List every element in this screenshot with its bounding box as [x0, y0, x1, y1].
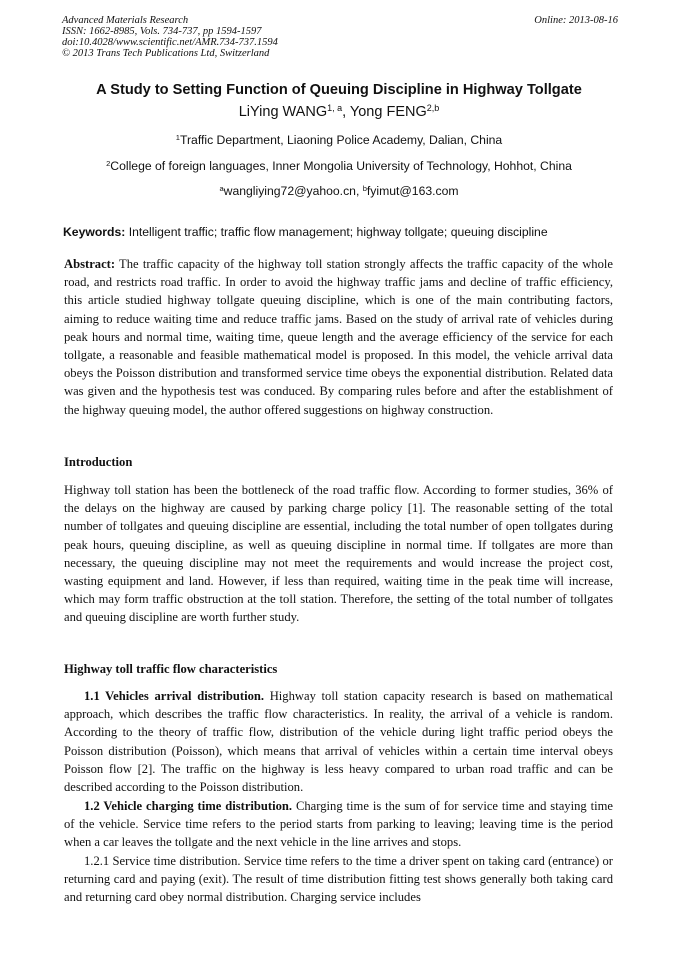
abstract-text: The traffic capacity of the highway toll station strongly affects the traffic capacity of the whole road, and restricts road traffic. In order to avoid the highway traffic jams and decline of traffic efficiency, this article studied highway tollgate queuing discipline, which is one of the main contributing factors, aiming to reduce waiting time and reduce traffic jams. Based on the study of arrival rate of vehicles during peak hours and normal time, waiting time, queue length and the average efficiency of the service for each tollgate, a reasonable and feasible mathematical model is proposed. In this model, the vehicle arrival data obeys the Poisson distribution and transformed service time obeys the exponential distribution. Related data was given and the hypothesis test was conduced. By comparing rules before and after the establishment of the highway queuing model, the author offered suggestions on highway construction.	[64, 257, 613, 417]
paragraph-1-1	[64, 687, 613, 796]
subsection-label: 1.1 Vehicles arrival distribution.	[84, 689, 265, 703]
introduction-paragraph: Highway toll station has been the bottleneck of the road traffic flow. According to former studies, 36% of the delays on the highway are caused by parking charge policy [1]. The reasonable setting of the total number of tollgates and queuing discipline are essential, including the total number of open tollgates during peak hours, queuing discipline, as well as queuing discipline in normal time. If tollgates are more than necessary, the queuing discipline may not meet the requirements and would increase the project cost, wasting equipment and land. However, if less than required, waiting time in the peak time will increase, which may form traffic obstruction at the toll station. Therefore, the setting of the total number of tollgates and queuing discipline are worth further study.	[64, 483, 613, 625]
affiliation-sup: 2	[106, 158, 111, 168]
keywords-label: Keywords:	[63, 225, 126, 239]
affiliation-1	[0, 133, 678, 147]
paragraph-1-2	[64, 797, 613, 852]
keywords	[63, 225, 619, 239]
author-name: LiYing WANG	[238, 104, 328, 120]
paragraph-text: Highway toll station capacity research is based on mathematical approach, which describes the traffic flow characteristics. In reality, the arrival of a vehicle is random. According to the theory of traffic flow, distribution of the vehicle during light traffic period obeys the Poisson distribution (Poisson), which means that arrival of vehicles within a certain time interval obeys Poisson flow [2]. The traffic on the highway is less heavy compared to urban road traffic and can be described according to the Poisson distribution.	[64, 689, 613, 795]
paper-title: A Study to Setting Function of Queuing Discipline in Highway Tollgate	[96, 82, 582, 98]
affiliation-text: Traffic Department, Liaoning Police Academy, Dalian, China	[179, 133, 503, 147]
affiliation-2	[0, 159, 678, 173]
subsection-label: 1.2 Vehicle charging time distribution.	[84, 799, 293, 813]
abstract	[64, 255, 613, 419]
email-line	[0, 184, 678, 198]
masthead	[62, 15, 618, 59]
author-sup: 2,b	[426, 103, 440, 114]
doi-line: doi:10.4028/www.scientific.net/AMR.734-737.1594	[62, 37, 278, 48]
paragraph-text: Charging time is the sum of for service time and staying time of the vehicle. Service time refers to the period starts from parking to leaving; leaving time is the period when a car leaves the tollgate and the next vehicle in the line arrives and stops.	[64, 799, 613, 850]
section-heading-introduction: Introduction	[64, 455, 133, 469]
copyright-line: © 2013 Trans Tech Publications Ltd, Switzerland	[62, 48, 270, 59]
keywords-text: Intelligent traffic; traffic flow management; highway tollgate; queuing discipline	[125, 225, 548, 239]
section-heading-traffic-flow: Highway toll traffic flow characteristics	[64, 662, 278, 676]
email-text: fyimut@163.com	[366, 184, 459, 198]
author-separator: ,	[342, 104, 350, 120]
email-sup: b	[362, 183, 367, 193]
email-text: wangliying72@yahoo.cn,	[223, 184, 363, 198]
affiliation-text: College of foreign languages, Inner Mongolia University of Technology, Hohhot, China	[110, 159, 572, 173]
abstract-label: Abstract:	[64, 257, 116, 271]
email-sup: a	[219, 183, 224, 193]
online-date: Online: 2013-08-16	[534, 15, 618, 26]
affiliation-sup: 1	[175, 132, 180, 142]
author-line	[0, 104, 678, 120]
author-name: Yong FENG	[349, 104, 427, 120]
journal-name: Advanced Materials Research	[62, 15, 189, 26]
issn-line: ISSN: 1662-8985, Vols. 734-737, pp 1594-1597	[62, 26, 262, 37]
paragraph-1-2-1: 1.2.1 Service time distribution. Service time refers to the time a driver spent on taking card (entrance) or returning card and paying (exit). The result of time distribution fitting test shows generally both taking card and returning card obey normal distribution. Charging service includes	[64, 854, 613, 905]
author-sup: 1, a	[327, 103, 343, 114]
